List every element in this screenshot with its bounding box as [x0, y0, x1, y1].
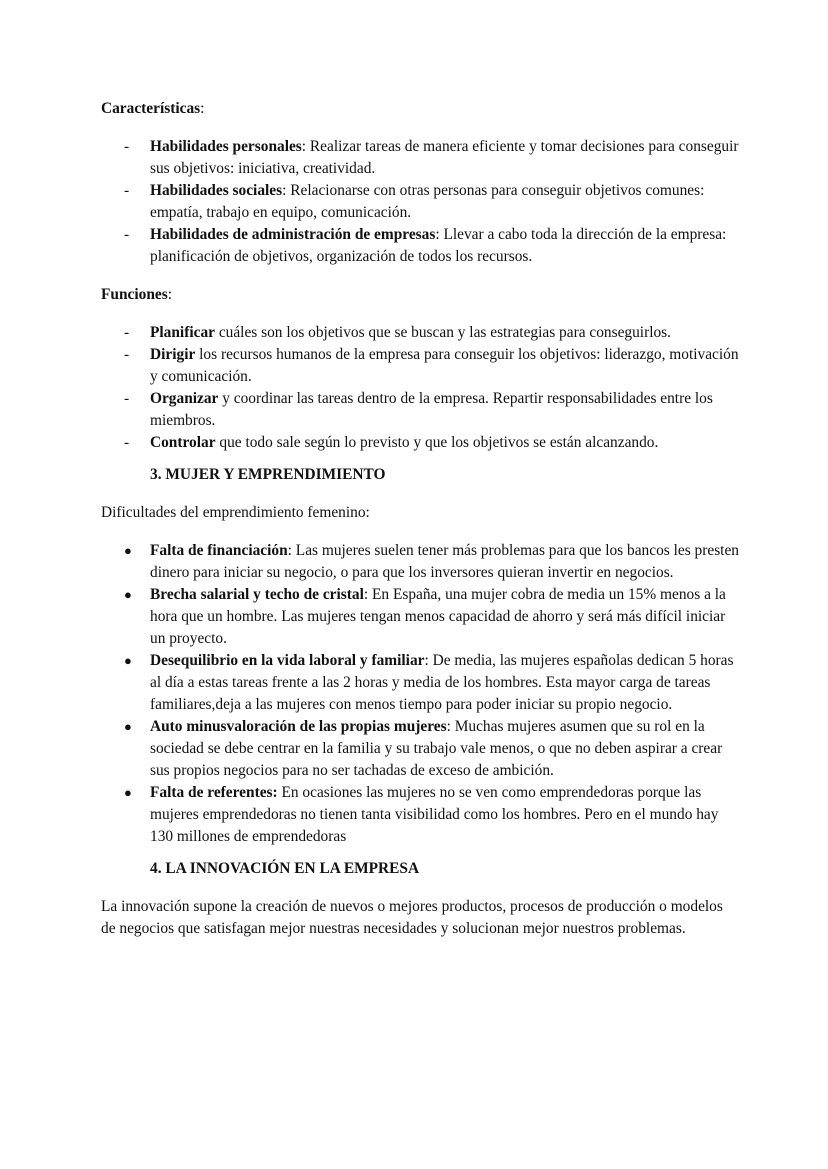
caracteristicas-label-text: Características	[101, 100, 201, 117]
list-item	[101, 650, 741, 716]
bullet-marker: ●	[124, 785, 132, 800]
dash-marker: -	[124, 324, 130, 341]
item-term: Habilidades sociales	[150, 182, 283, 199]
item-text: : De media, las mujeres españolas dedican 5 horas al día a estas tareas frente a las 2 horas y media de los hombres. Esta mayor carga de tareas familiares,deja a las mujeres con menos tiempo para poder iniciar su propio negocio.	[150, 652, 734, 713]
item-term: Planificar	[150, 324, 215, 341]
item-text: y coordinar las tareas dentro de la empresa. Repartir responsabilidades entre los miembros.	[150, 390, 713, 429]
dificultades-list	[101, 540, 741, 848]
item-term: Habilidades de administración de empresas	[150, 226, 436, 243]
dash-marker: -	[124, 346, 130, 363]
item-text: los recursos humanos de la empresa para conseguir los objetivos: liderazgo, motivación y comunicación.	[150, 346, 739, 385]
caracteristicas-colon: :	[200, 100, 205, 117]
list-item	[101, 716, 741, 782]
item-term: Desequilibrio en la vida laboral y familiar	[150, 652, 425, 669]
item-text: : En España, una mujer cobra de media un 15% menos a la hora que un hombre. Las mujeres tengan menos capacidad de ahorro y será más difícil iniciar un proyecto.	[150, 586, 726, 647]
dash-marker: -	[124, 138, 130, 155]
item-term: Brecha salarial y techo de cristal	[150, 586, 364, 603]
list-item	[101, 584, 741, 650]
item-text: En ocasiones las mujeres no se ven como emprendedoras porque las mujeres emprendedoras no tienen tanta visibilidad como los hombres. Pero en el mundo hay 130 millones de emprendedoras	[150, 784, 719, 845]
list-item	[101, 432, 741, 454]
bullet-marker: ●	[124, 653, 132, 668]
list-item	[101, 136, 741, 180]
section-3-heading: 3. MUJER Y EMPRENDIMIENTO	[150, 466, 386, 483]
funciones-colon: :	[167, 286, 172, 303]
section-4-paragraph: La innovación supone la creación de nuevos o mejores productos, procesos de producción o modelos de negocios que satisfagan mejor nuestras necesidades y solucionan mejor nuestros problemas.	[101, 898, 723, 937]
list-item	[101, 388, 741, 432]
item-term: Controlar	[150, 434, 216, 451]
list-item	[101, 782, 741, 848]
list-item	[101, 322, 741, 344]
item-term: Falta de financiación	[150, 542, 288, 559]
funciones-label-text: Funciones	[101, 286, 168, 303]
item-term: Habilidades personales	[150, 138, 302, 155]
item-text: que todo sale según lo previsto y que los objetivos se están alcanzando.	[215, 434, 659, 451]
list-item	[101, 224, 741, 268]
list-item	[101, 180, 741, 224]
item-term: Falta de referentes:	[150, 784, 278, 801]
dash-marker: -	[124, 182, 130, 199]
item-text: cuáles son los objetivos que se buscan y las estrategias para conseguirlos.	[214, 324, 672, 341]
bullet-marker: ●	[124, 543, 132, 558]
section-4-heading: 4. LA INNOVACIÓN EN LA EMPRESA	[150, 860, 420, 877]
item-term: Organizar	[150, 390, 219, 407]
item-text: : Realizar tareas de manera eficiente y tomar decisiones para conseguir sus objetivos: iniciativa, creatividad.	[150, 138, 739, 177]
bullet-marker: ●	[124, 719, 132, 734]
dash-marker: -	[124, 390, 130, 407]
item-text: : Muchas mujeres asumen que su rol en la sociedad se debe centrar en la familia y su trabajo vale menos, o que no deben aspirar a crear sus propios negocios para no ser tachadas de exceso de ambición.	[150, 718, 723, 779]
item-term: Auto minusvaloración de las propias mujeres	[150, 718, 447, 735]
dash-marker: -	[124, 226, 130, 243]
item-text: : Relacionarse con otras personas para conseguir objetivos comunes: empatía, trabajo en equipo, comunicación.	[150, 182, 705, 221]
funciones-list	[101, 322, 741, 454]
bullet-marker: ●	[124, 587, 132, 602]
item-text: : Las mujeres suelen tener más problemas para que los bancos les presten dinero para iniciar su negocio, o para que los inversores quieran invertir en negocios.	[150, 542, 739, 581]
section-3-intro: Dificultades del emprendimiento femenino:	[101, 504, 370, 521]
item-term: Dirigir	[150, 346, 196, 363]
funciones-label	[101, 284, 741, 306]
dash-marker: -	[124, 434, 130, 451]
caracteristicas-list	[101, 136, 741, 268]
document-content	[101, 98, 741, 940]
list-item	[101, 344, 741, 388]
list-item	[101, 540, 741, 584]
caracteristicas-label	[101, 98, 741, 120]
item-text: : Llevar a cabo toda la dirección de la empresa: planificación de objetivos, organización de todos los recursos.	[150, 226, 727, 265]
